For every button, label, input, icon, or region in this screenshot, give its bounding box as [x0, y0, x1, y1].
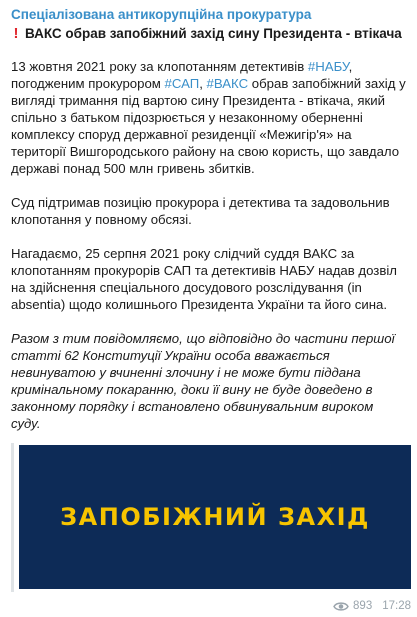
view-count: 893 — [353, 600, 373, 612]
channel-name[interactable]: Спеціалізована антикорупційна прокуратура — [11, 7, 312, 22]
post-media[interactable] — [11, 443, 411, 592]
post-title-text: ВАКС обрав запобіжний захід сину Президента - втікача — [25, 26, 402, 41]
hashtag-nabu[interactable]: #НАБУ — [307, 59, 349, 74]
text-span: , погодженим прокурором — [11, 59, 353, 91]
eye-icon — [333, 601, 349, 612]
text-span: обрав запобіжний захід у вигляді тримання під вартою сину Президента - втікача, який спільно з батьком підозрюється у незаконному оберненні комплексу споруд державної резиденції «Межигір'я» на території Вишгородського району на свою користь, що завдало державі понад 500 млн гривень збитків. — [11, 76, 406, 176]
post-meta — [333, 600, 411, 612]
post-title — [11, 25, 406, 42]
post-time: 17:28 — [382, 600, 411, 612]
post-paragraph-1 — [11, 58, 406, 177]
banner-image[interactable] — [19, 445, 411, 589]
hashtag-sap[interactable]: #САП — [164, 76, 200, 91]
post-paragraph-4: Разом з тим повідомляємо, що відповідно до частини першої статті 62 Конституції України особа вважається невинуватою у вчиненні злочину і не може бути піддана кримінальному покаранню, доки її вину не буде доведено в законному порядку і встановлено обвинувальним вироком суду. — [11, 331, 395, 431]
media-side-bar — [11, 443, 14, 592]
post-paragraph-3: Нагадаємо, 25 серпня 2021 року слідчий суддя ВАКС за клопотанням прокурорів САП та детективів НАБУ надав дозвіл на здійснення спеціального досудового розслідування (in absentia) щодо колишнього Президента України та його сина. — [11, 246, 397, 312]
text-span: , — [199, 76, 207, 91]
banner-text: ЗАПОБІЖНИЙ ЗАХІД — [60, 503, 370, 531]
hashtag-vaks[interactable]: #ВАКС — [206, 76, 249, 91]
post-paragraph-2: Суд підтримав позицію прокурора і детектива та задовольнив клопотання у повному обсязі. — [11, 195, 390, 227]
exclamation-icon: ! — [13, 25, 19, 42]
text-span: 13 жовтня 2021 року за клопотанням детективів — [11, 59, 308, 74]
